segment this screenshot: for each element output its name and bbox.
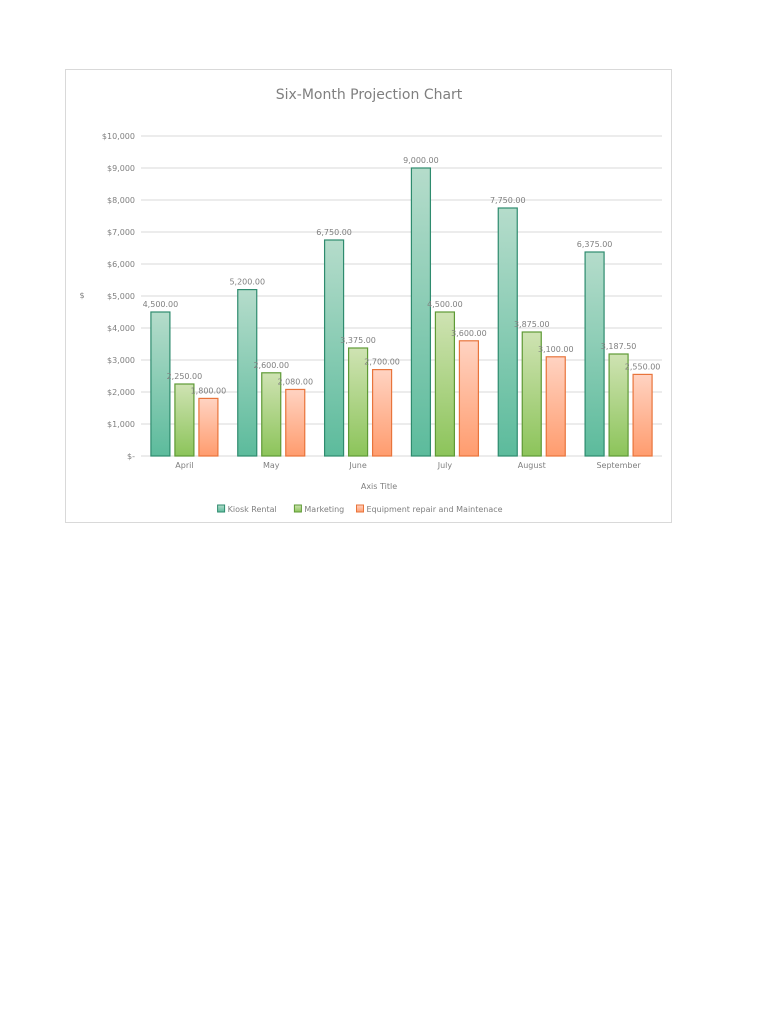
data-label: 2,550.00	[624, 362, 661, 372]
legend	[218, 505, 503, 514]
x-tick-label: June	[349, 461, 367, 470]
bar-equipment-repair-and-maintenace-july	[459, 341, 478, 456]
x-axis-title: Axis Title	[360, 482, 398, 491]
y-axis-title: $	[79, 291, 85, 300]
y-tick-label: $-	[127, 452, 135, 461]
data-label: 2,600.00	[253, 360, 290, 370]
y-tick-label: $6,000	[107, 260, 135, 269]
x-tick-label: July	[437, 461, 453, 470]
data-labels	[143, 156, 661, 395]
bar-kiosk-rental-may	[238, 290, 257, 456]
data-label: 3,187.50	[600, 342, 637, 351]
legend-label: Marketing	[304, 505, 345, 514]
y-tick-label: $5,000	[107, 292, 135, 301]
data-label: 2,080.00	[277, 377, 314, 387]
y-tick-label: $10,000	[101, 132, 135, 141]
y-tick-label: $9,000	[107, 164, 135, 173]
legend-label: Kiosk Rental	[227, 505, 277, 514]
data-label: 1,800.00	[190, 386, 227, 396]
y-tick-label: $3,000	[107, 356, 135, 365]
x-tick-label: September	[596, 461, 641, 470]
y-tick-label: $4,000	[107, 324, 135, 333]
y-tick-label: $8,000	[107, 196, 135, 205]
bar-equipment-repair-and-maintenace-september	[633, 374, 652, 456]
bar-kiosk-rental-august	[498, 208, 517, 456]
bar-kiosk-rental-april	[151, 312, 170, 456]
y-tick-label: $1,000	[107, 420, 135, 429]
chart-title: Six-Month Projection Chart	[275, 87, 463, 103]
bar-equipment-repair-and-maintenace-august	[546, 357, 565, 456]
data-label: 7,750.00	[489, 196, 526, 205]
y-axis-tick-labels	[102, 132, 135, 461]
data-label: 3,100.00	[537, 344, 574, 354]
bar-equipment-repair-and-maintenace-june	[373, 370, 392, 456]
bar-kiosk-rental-july	[411, 168, 430, 456]
data-label: 3,375.00	[340, 336, 376, 345]
x-axis-category-labels	[175, 461, 641, 470]
data-label: 3,600.00	[451, 328, 487, 338]
data-label: 4,500.00	[142, 300, 179, 309]
column-chart	[66, 70, 673, 524]
bar-equipment-repair-and-maintenace-may	[286, 389, 305, 456]
legend-swatch	[218, 505, 225, 512]
data-label: 6,375.00	[576, 240, 613, 249]
legend-label: Equipment repair and Maintenace	[366, 505, 503, 514]
chart-container	[65, 69, 672, 523]
bar-equipment-repair-and-maintenace-april	[199, 398, 218, 456]
bar-kiosk-rental-june	[325, 240, 344, 456]
gridlines	[141, 136, 662, 456]
legend-swatch	[294, 505, 301, 512]
data-label: 9,000.00	[403, 156, 439, 165]
data-label: 6,750.00	[316, 228, 352, 237]
bars	[151, 168, 652, 456]
data-label: 5,200.00	[229, 277, 266, 287]
data-label: 2,700.00	[364, 357, 400, 367]
data-label: 4,500.00	[427, 300, 463, 309]
legend-swatch	[357, 505, 364, 512]
bar-kiosk-rental-september	[585, 252, 604, 456]
x-tick-label: April	[175, 461, 194, 470]
y-tick-label: $7,000	[107, 228, 135, 237]
data-label: 2,250.00	[166, 372, 203, 381]
y-tick-label: $2,000	[107, 388, 135, 397]
x-tick-label: August	[517, 461, 546, 470]
data-label: 3,875.00	[513, 320, 550, 329]
x-tick-label: May	[262, 461, 280, 470]
